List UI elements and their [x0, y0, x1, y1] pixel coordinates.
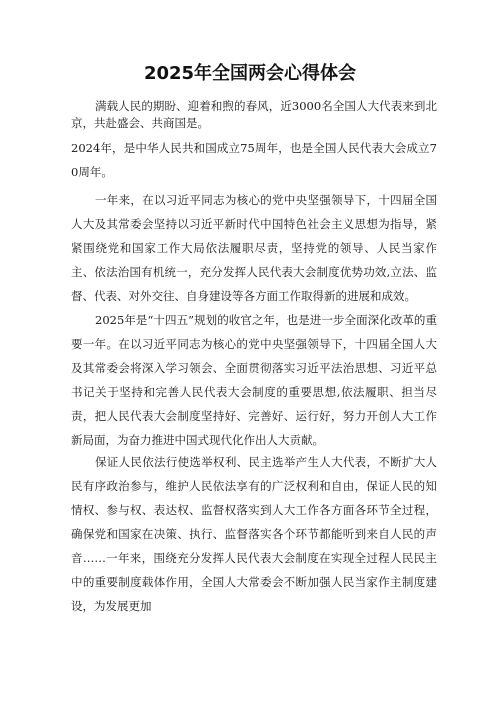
paragraph-4: 2025年是“十四五”规划的收官之年，也是进一步全面深化改革的重要一年。在以习近平同志为核心的党中央坚强领导下，十四届全国人大及其常委会将深入学习领会、全面贯彻落实习近平法治思想、习近平总书记关于坚持和完善人民代表大会制度的重要思想,依法履职、担当尽责，把人民代表大会制度坚持好、完善好、运行好，努力开创人大工作新局面，为奋力推进中国式现代化作出人大贡献。	[71, 313, 437, 447]
paragraph-3: 一年来，在以习近平同志为核心的党中央坚强领导下，十四届全国人大及其常委会坚持以习近平新时代中国特色社会主义思想为指导，紧紧围绕党和国家工作大局依法履职尽责，坚持党的领导、人民当家作主、依法治国有机统一，充分发挥人民代表大会制度优势功效,立法、监督、代表、对外交往、自身建设等各方面工作取得新的进展和成效。	[71, 193, 437, 303]
paragraph-1: 满载人民的期盼、迎着和煦的春风，近3000名全国人大代表来到北京，共赴盛会、共商国是。	[71, 99, 437, 130]
paragraph-2: 2024年，是中华人民共和国成立75周年，也是全国人民代表大会成立70周年。	[71, 141, 437, 179]
document-title: 2025年全国两会心得体会	[143, 63, 357, 84]
paragraph-5: 保证人民依法行使选举权利、民主选举产生人大代表，不断扩大人民有序政治参与，维护人民依法享有的广泛权利和自由，保证人民的知情权、参与权、表达权、监督权落实到人大工作各方面各环节全过程，确保党和国家在决策、执行、监督落实各个环节都能听到来自人民的声音……一年来，围绕充分发挥人民代表大会制度在实现全过程人民民主中的重要制度载体作用，全国人大常委会不断加强人民当家作主制度建设，为发展更加	[71, 455, 437, 613]
